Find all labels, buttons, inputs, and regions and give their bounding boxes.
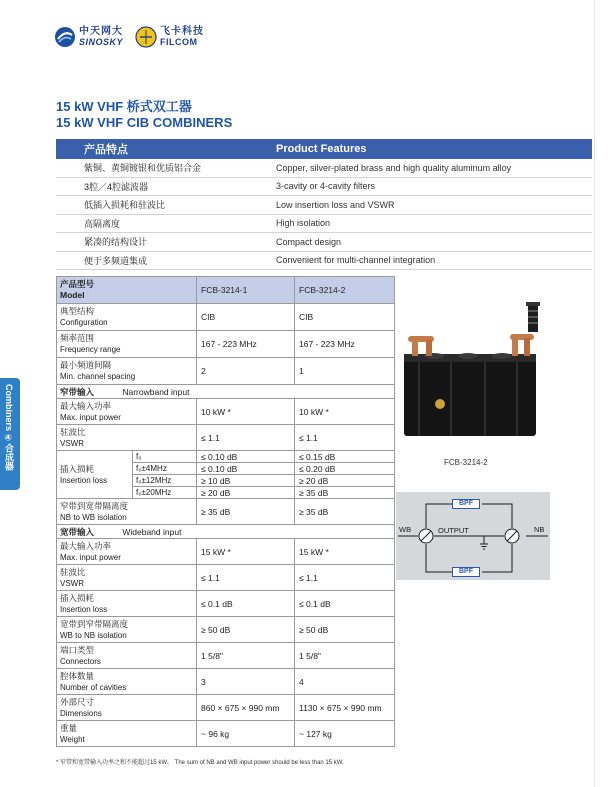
bpf-bottom: BPF <box>452 567 480 577</box>
spec-label <box>57 721 197 747</box>
spec-value: 1 5/8" <box>197 643 295 669</box>
spec-row-cavities <box>57 669 395 695</box>
feature-cn: 3腔／4腔滤波器 <box>84 181 149 192</box>
label-en: Weight <box>60 734 85 744</box>
schematic-wb-label: WB <box>399 525 412 534</box>
spec-value: ~ 127 kg <box>295 721 395 747</box>
photo-caption: FCB-3214-2 <box>444 458 488 467</box>
label-cn: 驻波比 <box>60 426 86 437</box>
spec-label <box>57 565 197 591</box>
spec-value: 10 kW * <box>295 399 395 425</box>
page-title-cn: 15 kW VHF 桥式双工器 <box>56 99 192 114</box>
spec-label <box>57 643 197 669</box>
spec-value: 1130 × 675 × 990 mm <box>295 695 395 721</box>
spec-label <box>57 425 197 451</box>
section-cn: 窄带输入 <box>60 386 95 397</box>
filcom-logo <box>135 26 204 48</box>
spec-value: 10 kW * <box>197 399 295 425</box>
page-edge-divider <box>594 0 595 787</box>
spec-value: 167 - 223 MHz <box>295 331 395 358</box>
feature-en: High isolation <box>276 218 331 229</box>
spec-value: ≤ 1.1 <box>197 425 295 451</box>
footnote: * 窄带和宽带输入功率之和不能超过15 kW。 The sum of NB and WB input power should be less than 15 kW. <box>56 760 344 766</box>
label-cn: 产品型号 <box>60 279 95 289</box>
spec-value: FCB-3214-2 <box>295 277 395 304</box>
brand-logos <box>54 24 204 50</box>
features-header-cn: 产品特点 <box>84 144 128 156</box>
spec-value: ≥ 35 dB <box>295 499 395 525</box>
spec-label <box>57 331 197 358</box>
label-en: VSWR <box>60 438 84 448</box>
spec-value: 860 × 675 × 990 mm <box>197 695 295 721</box>
spec-value: ≥ 50 dB <box>295 617 395 643</box>
spec-value: 3 <box>197 669 295 695</box>
sinosky-en: SINOSKY <box>79 37 124 47</box>
feature-cn: 紧凑的结构设计 <box>84 237 148 248</box>
spec-value: CIB <box>295 304 395 331</box>
label-cn: 频率范围 <box>60 333 95 343</box>
label-cn: 最小频道间隔 <box>60 360 112 370</box>
spec-row-wb-vswr <box>57 565 395 591</box>
feature-en: Compact design <box>276 236 342 247</box>
spec-value: 2 <box>197 358 295 385</box>
label-en: Number of cavities <box>60 682 127 692</box>
label-en: Insertion loss <box>60 475 108 485</box>
label-cn: 窄带到宽带隔离度 <box>60 500 129 511</box>
label-cn: 端口类型 <box>60 644 95 655</box>
spec-value: ≥ 50 dB <box>197 617 295 643</box>
il-condition: f₀±4MHz <box>133 463 197 475</box>
sinosky-logo-icon <box>54 26 76 48</box>
spec-value: ≤ 1.1 <box>295 565 395 591</box>
side-tab-label: Combiners ④合成器 <box>4 384 14 471</box>
section-en: Wideband input <box>122 526 182 537</box>
spec-value: CIB <box>197 304 295 331</box>
label-en: NB to WB isolation <box>60 512 127 522</box>
spec-value: ≥ 20 dB <box>197 487 295 499</box>
spec-value: ≤ 0.1 dB <box>197 591 295 617</box>
spec-row-config <box>57 304 395 331</box>
section-en: Narrowband input <box>122 386 190 397</box>
sinosky-logo <box>54 26 123 48</box>
spec-section-wideband <box>57 525 395 539</box>
spec-row-nbwb-iso <box>57 499 395 525</box>
spec-label <box>57 499 197 525</box>
label-en: Insertion loss <box>60 604 108 614</box>
spec-value: 15 kW * <box>295 539 395 565</box>
spec-value: ~ 96 kg <box>197 721 295 747</box>
feature-en: Low insertion loss and VSWR <box>276 199 395 210</box>
feature-cn: 低插入损耗和驻波比 <box>84 200 166 211</box>
spec-value: ≤ 0.20 dB <box>295 463 395 475</box>
label-cn: 最大输入功率 <box>60 540 112 551</box>
spec-value: 1 5/8" <box>295 643 395 669</box>
label-cn: 宽带到窄带隔离度 <box>60 618 129 629</box>
spec-value: ≤ 1.1 <box>197 565 295 591</box>
label-cn: 腔体数量 <box>60 670 95 681</box>
section-cn: 宽带输入 <box>60 526 95 537</box>
features-header <box>56 139 592 159</box>
label-en: WB to NB isolation <box>60 630 127 640</box>
spec-value: 4 <box>295 669 395 695</box>
schematic-output-label: OUTPUT <box>438 526 469 535</box>
label-en: Frequency range <box>60 345 121 354</box>
spec-row-wb-power <box>57 539 395 565</box>
spec-value: ≤ 0.10 dB <box>197 451 295 463</box>
label-en: Max. input power <box>60 412 121 422</box>
feature-row <box>56 252 592 271</box>
filcom-en: FILCOM <box>160 37 198 47</box>
spec-label <box>57 304 197 331</box>
section-side-tab[interactable] <box>0 378 20 490</box>
feature-row <box>56 178 592 197</box>
spec-row-nb-vswr <box>57 425 395 451</box>
label-cn: 插入损耗 <box>60 463 95 474</box>
label-en: VSWR <box>60 578 84 588</box>
section-label <box>57 525 395 539</box>
spec-value: ≤ 1.1 <box>295 425 395 451</box>
spec-label <box>57 591 197 617</box>
bpf-top: BPF <box>452 499 480 509</box>
hybrid-coupler-left-icon <box>419 529 433 543</box>
spec-label <box>57 669 197 695</box>
spec-row-nb-power <box>57 399 395 425</box>
page-title-en: 15 kW VHF CIB COMBINERS <box>56 115 233 130</box>
schematic-nb-label: NB <box>534 525 545 534</box>
spec-row-connectors <box>57 643 395 669</box>
spec-table <box>56 276 395 747</box>
spec-row-il <box>57 451 395 463</box>
feature-cn: 便于多频道集成 <box>84 255 148 266</box>
spec-value: ≤ 0.15 dB <box>295 451 395 463</box>
spec-value: 15 kW * <box>197 539 295 565</box>
spec-row-spacing <box>57 358 395 385</box>
label-cn: 插入损耗 <box>60 592 95 603</box>
spec-value: ≥ 20 dB <box>295 475 395 487</box>
feature-row <box>56 159 592 178</box>
label-cn: 驻波比 <box>60 566 86 577</box>
feature-row <box>56 196 592 215</box>
label-en: Max. input power <box>60 552 121 562</box>
filcom-logo-icon <box>135 26 157 48</box>
feature-en: 3-cavity or 4-cavity filters <box>276 181 376 192</box>
label-cn: 最大输入功率 <box>60 400 112 411</box>
spec-label <box>57 617 197 643</box>
feature-row <box>56 233 592 252</box>
sinosky-cn: 中天网大 <box>79 26 123 37</box>
spec-row-wbnb-iso <box>57 617 395 643</box>
label-cn: 重量 <box>60 722 78 733</box>
spec-value: ≤ 0.1 dB <box>295 591 395 617</box>
filcom-cn: 飞卡科技 <box>160 26 205 37</box>
section-label <box>57 385 395 399</box>
il-condition: f₀±20MHz <box>133 487 197 499</box>
features-header-en: Product Features <box>276 143 367 155</box>
spec-value: ≥ 35 dB <box>295 487 395 499</box>
hybrid-coupler-right-icon <box>505 529 519 543</box>
feature-row <box>56 215 592 234</box>
spec-label <box>57 399 197 425</box>
spec-section-narrowband <box>57 385 395 399</box>
label-en: Model <box>60 290 85 300</box>
feature-cn: 紫铜、黄铜镀银和优质铝合金 <box>84 163 202 174</box>
feature-en: Convenient for multi-channel integration <box>276 255 436 266</box>
spec-value: ≤ 0.10 dB <box>197 463 295 475</box>
spec-label <box>57 695 197 721</box>
label-cn: 外部尺寸 <box>60 696 95 707</box>
spec-value: FCB-3214-1 <box>197 277 295 304</box>
spec-row-freq <box>57 331 395 358</box>
label-en: Configuration <box>60 318 108 327</box>
spec-value: 1 <box>295 358 395 385</box>
il-condition: f₀ <box>133 451 197 463</box>
label-en: Dimensions <box>60 708 102 718</box>
il-condition: f₀±12MHz <box>133 475 197 487</box>
combiner-schematic <box>396 492 550 580</box>
spec-value: ≥ 10 dB <box>197 475 295 487</box>
label-en: Connectors <box>60 656 101 666</box>
spec-row-dimensions <box>57 695 395 721</box>
spec-label <box>57 539 197 565</box>
spec-value: 167 - 223 MHz <box>197 331 295 358</box>
spec-label <box>57 451 133 499</box>
spec-row-weight <box>57 721 395 747</box>
combiner-product-image <box>398 300 548 440</box>
product-features <box>56 139 592 270</box>
label-en: Min. channel spacing <box>60 372 136 381</box>
spec-label <box>57 277 197 304</box>
spec-value: ≥ 35 dB <box>197 499 295 525</box>
feature-en: Copper, silver-plated brass and high quality aluminum alloy <box>276 162 512 173</box>
spec-row-model <box>57 277 395 304</box>
spec-label <box>57 358 197 385</box>
feature-cn: 高隔离度 <box>84 218 121 229</box>
spec-row-wb-il <box>57 591 395 617</box>
label-cn: 典型结构 <box>60 306 95 316</box>
